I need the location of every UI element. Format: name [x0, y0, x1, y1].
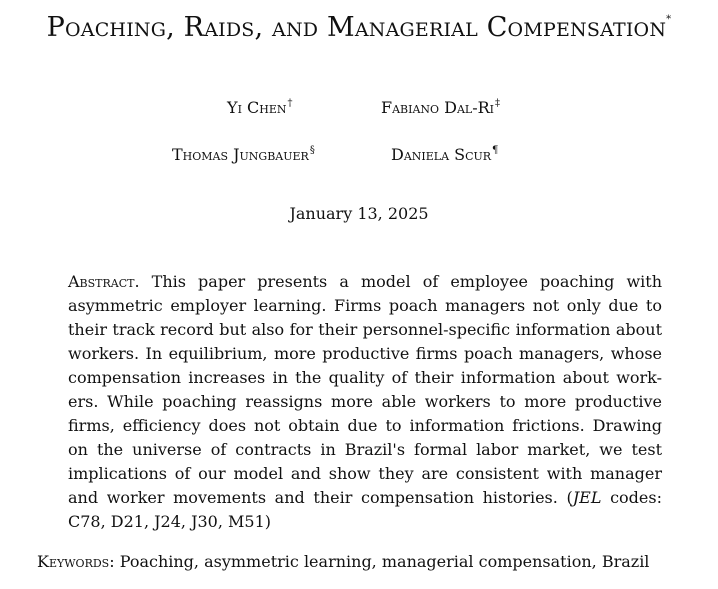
abstract-line: compensation increases in the quality of their information about work-: [68, 368, 662, 387]
author-footnote-mark: †: [287, 98, 293, 109]
abstract: [68, 270, 662, 534]
author-name: Thomas Jungbauer: [172, 145, 309, 164]
abstract-label: Abstract.: [68, 272, 140, 291]
abstract-line: C78, D21, J24, J30, M51): [68, 512, 272, 531]
abstract-line: workers. In equilibrium, more productive firms poach managers, whose: [68, 344, 662, 363]
author-name: Daniela Scur: [391, 145, 492, 164]
abstract-line: firms, efficiency does not obtain due to information frictions. Drawing: [68, 416, 662, 435]
paper-title: [0, 12, 718, 43]
abstract-line: asymmetric employer learning. Firms poach managers not only due to: [68, 296, 662, 315]
title-text: Poaching, Raids, and Managerial Compensation: [46, 12, 667, 43]
abstract-line: ers. While poaching reassigns more able workers to more productive: [68, 392, 662, 411]
author-chen: [227, 98, 292, 117]
author-footnote-mark: ‡: [495, 98, 501, 109]
author-name: Yi Chen: [227, 98, 287, 117]
jel-codes-label: codes:: [601, 488, 662, 507]
keywords: [37, 552, 649, 571]
abstract-line: on the universe of contracts in Brazil's formal labor market, we test: [68, 440, 662, 459]
abstract-line-text: and worker movements and their compensation histories. (: [68, 488, 573, 507]
abstract-line: implications of our model and show they are consistent with manager: [68, 464, 662, 483]
abstract-line-text: This paper presents a model of employee poaching with: [151, 272, 663, 291]
author-dal-ri: [381, 98, 500, 117]
author-footnote-mark: §: [309, 145, 315, 156]
jel-label: JEL: [572, 488, 602, 507]
abstract-line: [68, 270, 662, 294]
keywords-label: Keywords:: [37, 552, 115, 571]
author-footnote-mark: ¶: [492, 145, 499, 156]
abstract-line: their track record but also for their personnel-specific information about: [68, 320, 662, 339]
author-scur: [391, 145, 498, 164]
author-jungbauer: [172, 145, 315, 164]
abstract-line: [68, 486, 662, 510]
publication-date: January 13, 2025: [289, 204, 429, 223]
author-name: Fabiano Dal-Ri: [381, 98, 495, 117]
keywords-text: Poaching, asymmetric learning, managerial compensation, Brazil: [119, 552, 650, 571]
title-footnote-mark: *: [666, 14, 672, 25]
